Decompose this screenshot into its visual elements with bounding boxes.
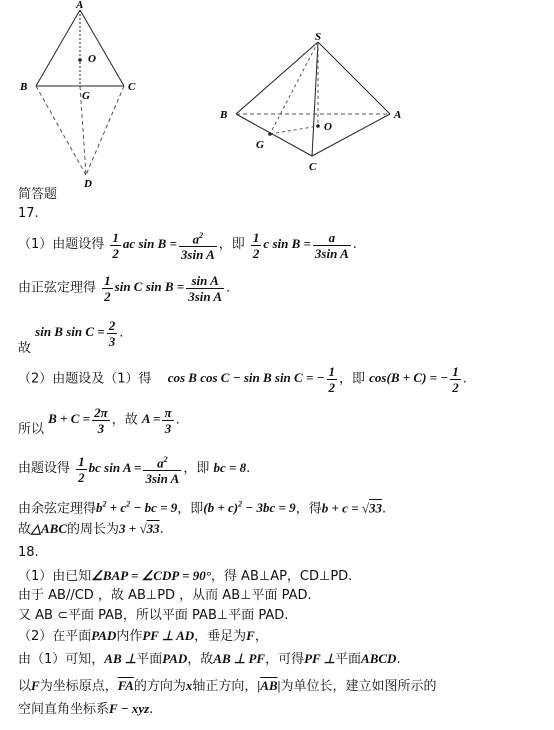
label-O2: O [324,121,332,133]
label-G: G [82,90,90,102]
figure-rhombus [14,0,164,190]
figure-pyramid [214,30,414,175]
label-A2: A [394,109,402,121]
q17-part2: （2）由题设及（1）得 cos B cos C − sin B sin C = − $\frac{1}{2}$ ，即 cos(B + C) = − $\frac{1}{2}$ . [18,364,467,395]
q18-line2: 由于 AB//CD ，故 AB⊥PD ，从而 AB⊥平面 PAD. [18,588,312,603]
label-O: O [88,53,96,65]
q17-therefore: 所以 B + C = $\frac{2\pi}{3}$ ，故 A = $\frac{\pi}{3}$ . [18,405,180,438]
q18-line5: 由（1）可知，AB ⊥平面PAD，故AB ⊥ PF，可得PF ⊥平面ABCD. [18,651,401,667]
q17-number: 17. [18,206,39,221]
label-C2: C [309,161,317,173]
label-C: C [128,81,136,93]
label-D: D [84,178,92,190]
label-A: A [76,0,84,11]
q18-line7: 空间直角坐标系F − xyz. [18,701,154,717]
label-S: S [315,31,322,43]
q17-perimeter: 故△ABC的周长为3 + √33. [18,521,164,537]
q18-part1: （1）由已知∠BAP = ∠CDP = 90°，得 AB⊥AP，CD⊥PD. [18,568,353,584]
label-G2: G [256,139,264,151]
q18-line3: 又 AB ⊂平面 PAB，所以平面 PAB⊥平面 PAD. [18,608,289,623]
label-B2: B [220,109,228,121]
q18-line6: 以F为坐标原点，$\overline{FA}$的方向为x轴正方向，$|\overline{AB}|$为单位长，建立如图所示的 [18,678,437,694]
q18-number: 18. [18,545,39,560]
q17-part1: （1）由题设得 $\frac{1}{2}$ ac sin B = $\frac{a^2}{\text{3sin A}}$ ，即 $\frac{1}{2}$ c sin B = $\frac{a}{\text{3sin A}}$ . [18,229,357,263]
q17-sine-rule: 由正弦定理得 $\frac{1}{2}$ sin C sin B = $\frac{\text{sin A}}{\text{3sin A}}$ . [18,273,231,304]
label-B: B [20,81,28,93]
q17-cosine-rule: 由余弦定理得$b^2 + c^2$ − bc = 9，即$(b + c)^2 - 3bc = 9$，得b + c = √33. [18,500,387,517]
q17-so: 故 sin B sin C = $\frac{2}{3}$ . [18,318,124,357]
section-title: 简答题 [18,187,58,202]
q17-area: 由题设得 $\frac{1}{2}$ bc sin A = $\frac{a^2}{\text{3sin A}}$ ，即 bc = 8. [18,453,251,487]
q18-part2: （2）在平面PAD内作PF ⊥ AD，垂足为F， [18,628,268,644]
